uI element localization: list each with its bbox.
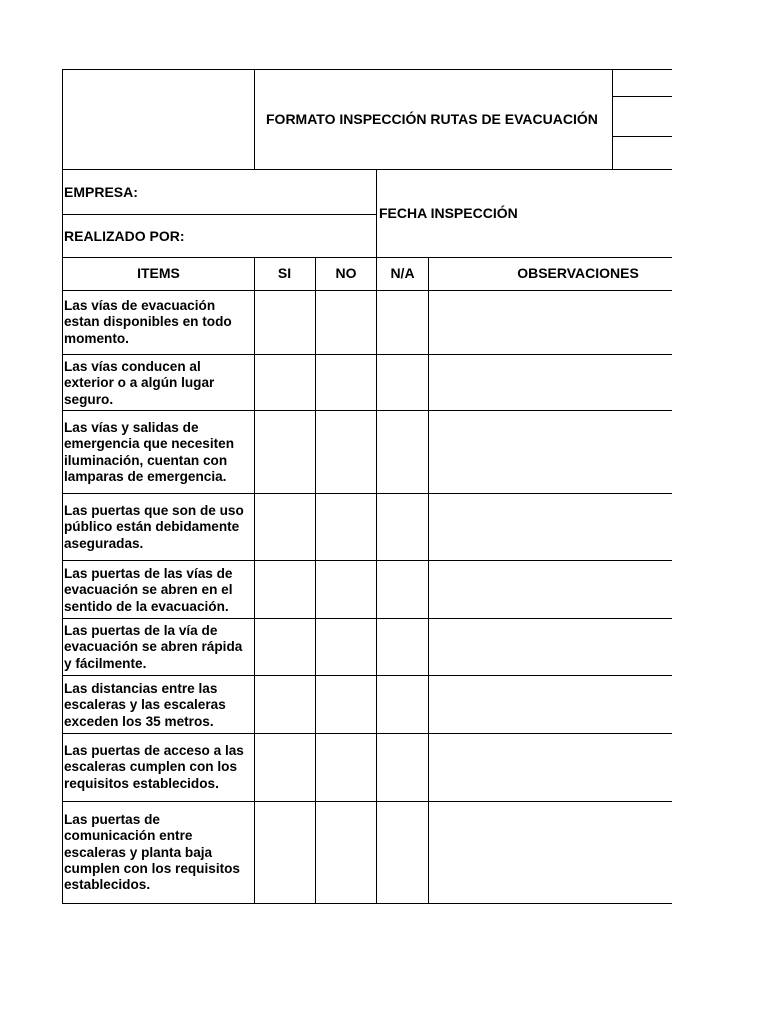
observaciones-cell[interactable] — [429, 619, 672, 675]
no-cell[interactable] — [316, 494, 376, 560]
si-cell[interactable] — [255, 291, 315, 354]
si-cell[interactable] — [255, 494, 315, 560]
no-cell[interactable] — [316, 676, 376, 733]
observaciones-cell[interactable] — [429, 561, 672, 618]
observaciones-cell[interactable] — [429, 494, 672, 560]
header-meta-divider — [612, 69, 613, 169]
item-text: Las puertas que son de uso público están debidamente aseguradas. — [64, 503, 244, 551]
header-meta-line-1 — [612, 96, 672, 97]
info-mid-line — [62, 214, 376, 215]
si-cell[interactable] — [255, 619, 315, 675]
na-cell[interactable] — [377, 291, 428, 354]
observaciones-cell[interactable] — [429, 355, 672, 410]
logo-cell — [63, 70, 254, 169]
na-cell[interactable] — [377, 411, 428, 493]
col-na-header: N/A — [390, 265, 415, 281]
header-logo-divider — [254, 69, 255, 169]
form-title: FORMATO INSPECCIÓN RUTAS DE EVACUACIÓN — [266, 111, 598, 127]
no-cell[interactable] — [316, 561, 376, 618]
na-cell[interactable] — [377, 561, 428, 618]
col-si-header: SI — [277, 265, 292, 281]
observaciones-cell[interactable] — [429, 734, 672, 801]
table-bottom-border — [62, 903, 672, 904]
na-cell[interactable] — [377, 676, 428, 733]
no-cell[interactable] — [316, 734, 376, 801]
fecha-field[interactable] — [530, 172, 670, 254]
no-cell[interactable] — [316, 411, 376, 493]
header-bottom-border — [62, 169, 672, 170]
no-cell[interactable] — [316, 802, 376, 903]
observaciones-cell[interactable] — [429, 291, 672, 354]
fecha-label: FECHA INSPECCIÓN — [379, 205, 518, 221]
no-cell[interactable] — [316, 291, 376, 354]
si-cell[interactable] — [255, 802, 315, 903]
item-text: Las distancias entre las escaleras y las escaleras exceden los 35 metros. — [64, 681, 226, 729]
na-cell[interactable] — [377, 619, 428, 675]
si-cell[interactable] — [255, 355, 315, 410]
observaciones-cell[interactable] — [429, 411, 672, 493]
na-cell[interactable] — [377, 734, 428, 801]
item-text: Las puertas de comunicación entre escaleras y planta baja cumplen con los requisitos establecidos. — [64, 812, 240, 893]
observaciones-cell[interactable] — [429, 802, 672, 903]
col-observaciones-header: OBSERVACIONES — [517, 265, 639, 281]
si-cell[interactable] — [255, 676, 315, 733]
item-text: Las vías de evacuación estan disponibles en todo momento. — [64, 298, 232, 346]
na-cell[interactable] — [377, 355, 428, 410]
col-no-header: NO — [335, 265, 357, 281]
si-cell[interactable] — [255, 561, 315, 618]
item-text: Las vías conducen al exterior o a algún lugar seguro. — [64, 359, 215, 407]
item-text: Las vías y salidas de emergencia que necesiten iluminación, cuentan con lamparas de emergencia. — [64, 420, 234, 484]
empresa-label: EMPRESA: — [64, 184, 138, 200]
na-cell[interactable] — [377, 494, 428, 560]
info-bottom-border — [62, 257, 672, 258]
no-cell[interactable] — [316, 355, 376, 410]
item-text: Las puertas de las vías de evacuación se abren en el sentido de la evacuación. — [64, 566, 233, 614]
header-meta-line-2 — [612, 136, 672, 137]
col-items-header: ITEMS — [137, 265, 180, 281]
empresa-field[interactable] — [200, 172, 370, 210]
realizado-label: REALIZADO POR: — [64, 228, 185, 244]
no-cell[interactable] — [316, 619, 376, 675]
realizado-field[interactable] — [200, 218, 370, 254]
si-cell[interactable] — [255, 411, 315, 493]
info-divider — [376, 169, 377, 258]
item-text: Las puertas de la vía de evacuación se abren rápida y fácilmente. — [64, 623, 243, 671]
na-cell[interactable] — [377, 802, 428, 903]
observaciones-cell[interactable] — [429, 676, 672, 733]
si-cell[interactable] — [255, 734, 315, 801]
item-text: Las puertas de acceso a las escaleras cumplen con los requisitos establecidos. — [64, 743, 244, 791]
